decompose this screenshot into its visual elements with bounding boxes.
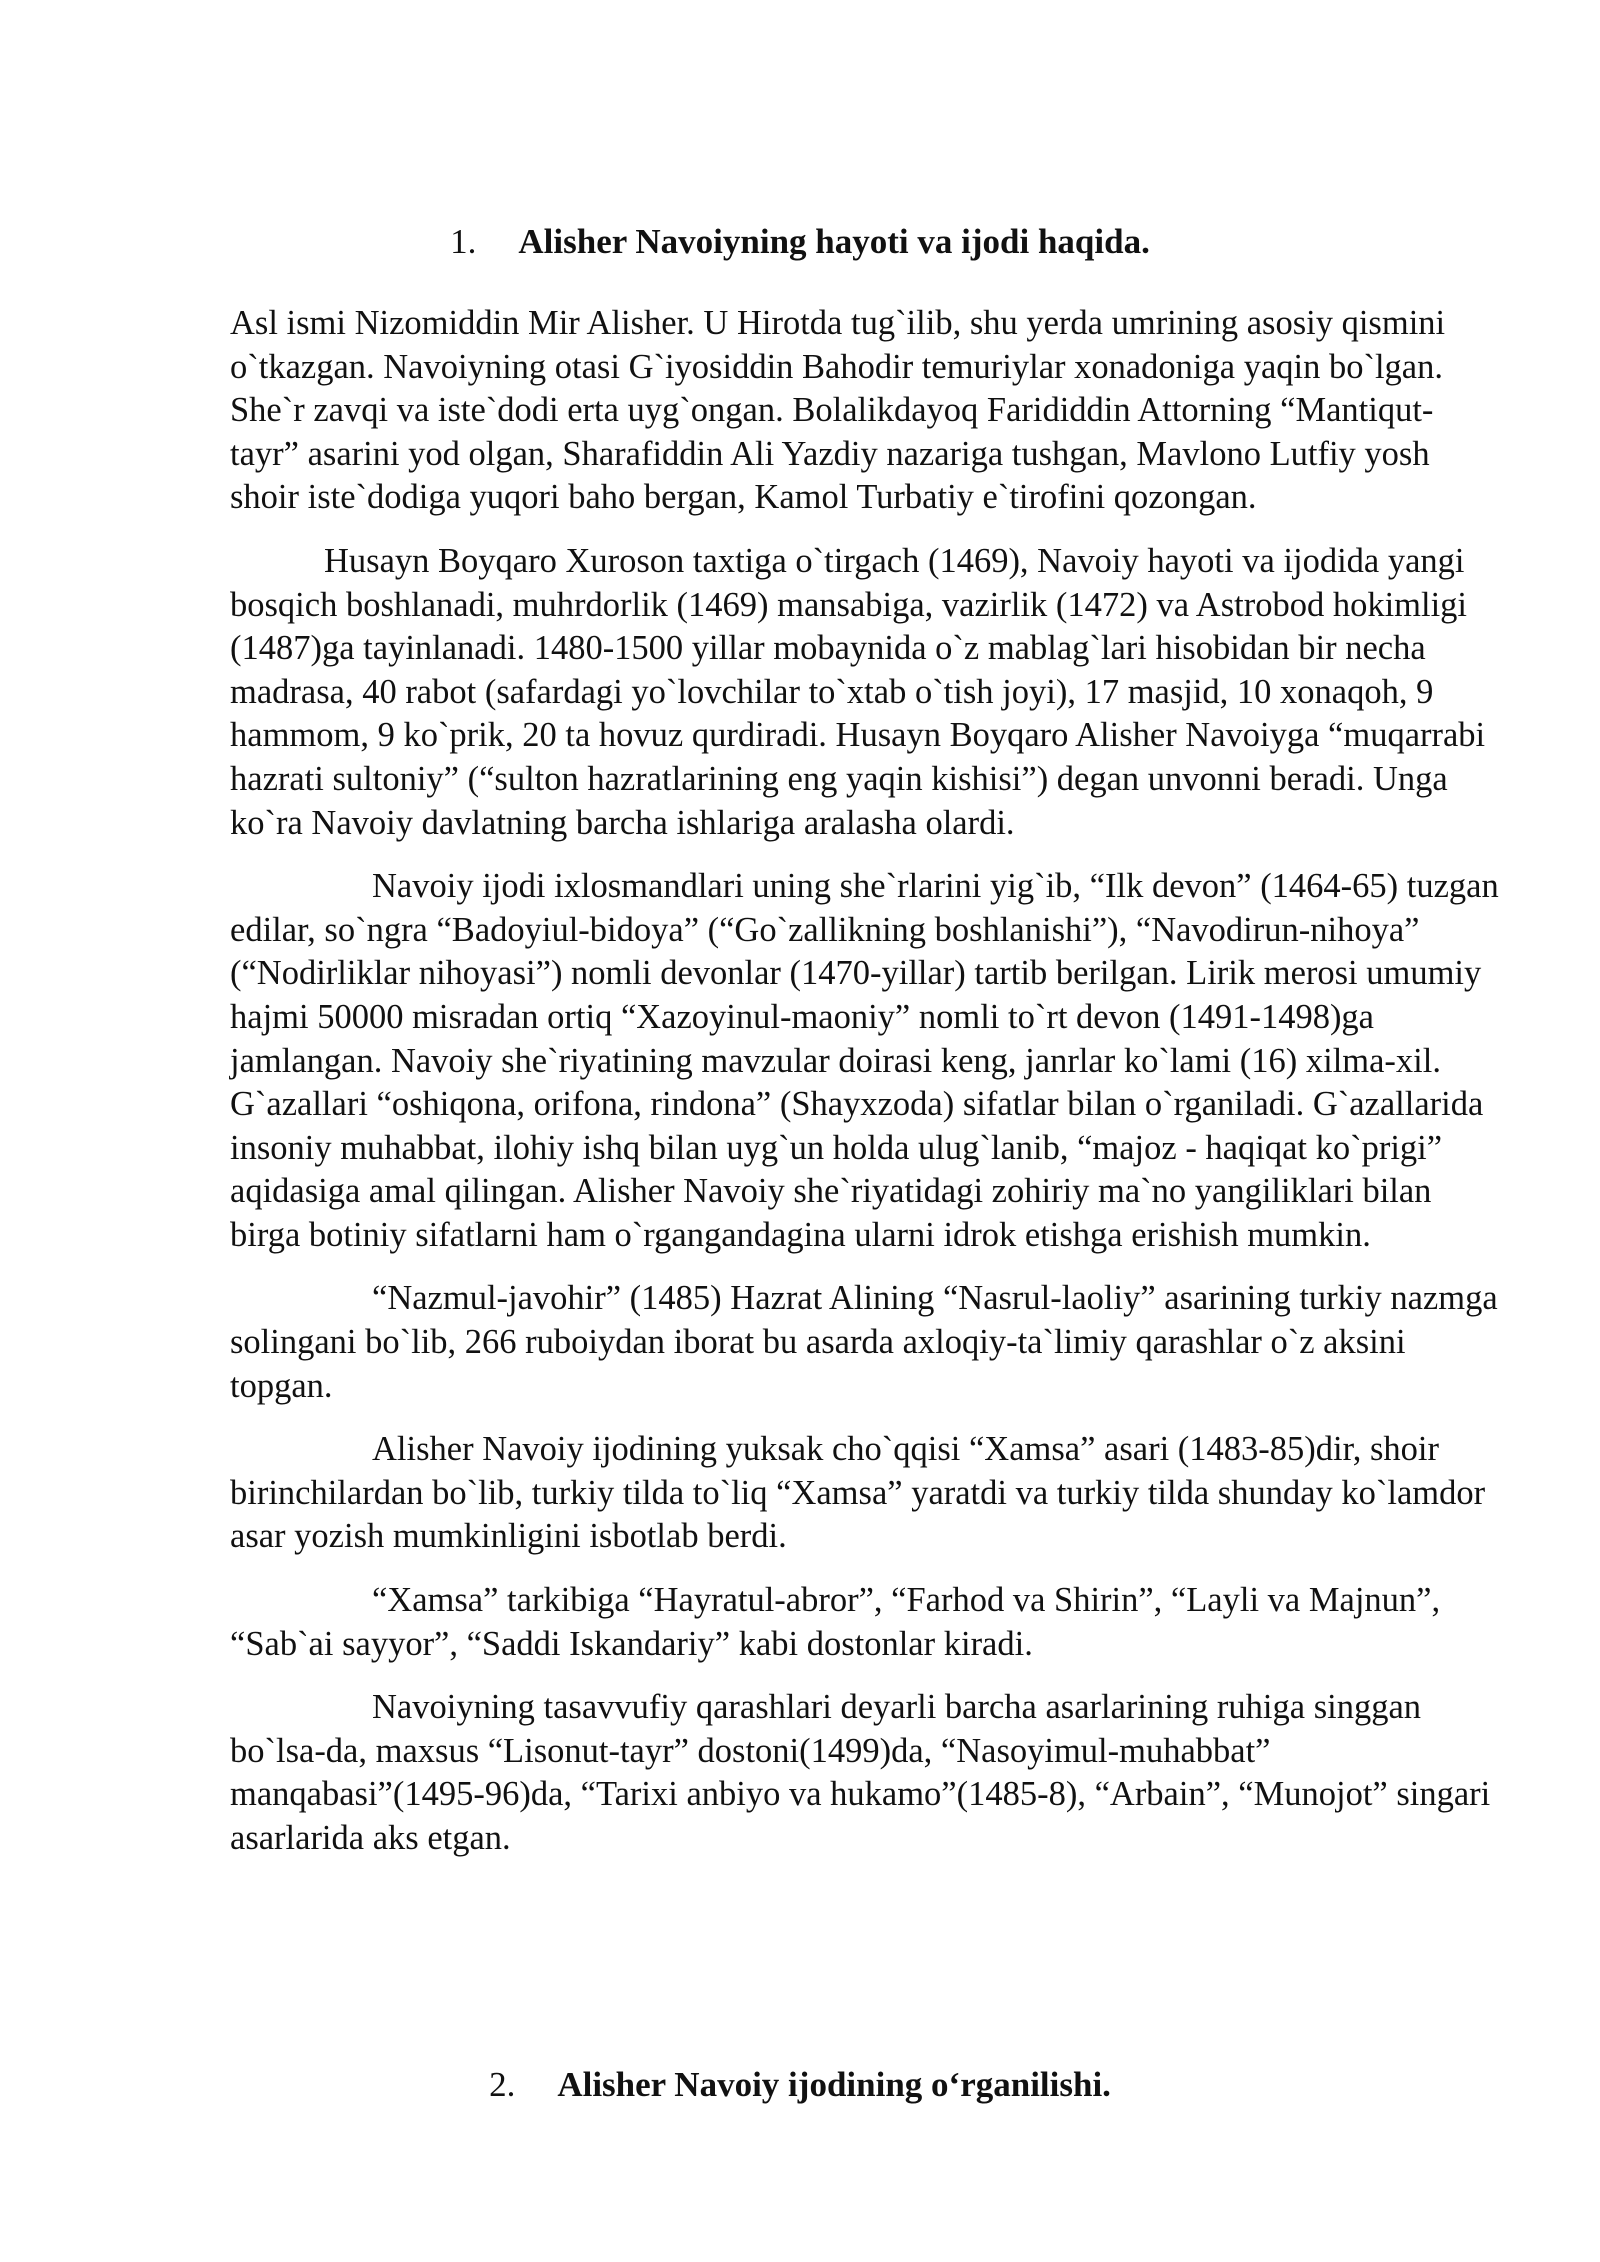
paragraph: Asl ismi Nizomiddin Mir Alisher. U Hirotda tug`ilib, shu yerda umrining asosiy qismini o`tkazgan. Navoiyning otasi G`iyosiddin Bahodir temuriylar xonadoniga yaqin bo`lgan. She`r zavqi va iste`dodi erta uyg`ongan. Bolalikdayoq Farididdin Attorning “Mantiqut-tayr” asarini yod olgan, Sharafiddin Ali Yazdiy nazariga tushgan, Mavlono Lutfiy yosh shoir iste`dodiga yuqori baho bergan, Kamol Turbatiy e`tirofini qozongan. (230, 304, 1446, 517)
section-heading-2 (0, 2063, 1600, 2106)
section-number: 1. (450, 222, 477, 261)
section-heading-1 (0, 220, 1600, 263)
paragraph: Husayn Boyqaro Xuroson taxtiga o`tirgach (1469), Navoiy hayoti va ijodida yangi bosqich boshlanadi, muhrdorlik (1469) mansabiga, vazirlik (1472) va Astrobod hokimligi (1487)ga tayinlanadi. 1480-1500 yillar mobaynida o`z mablag`lari hisobidan bir necha madrasa, 40 rabot (safardagi yo`lovchilar to`xtab o`tish joyi), 17 masjid, 10 xonaqoh, 9 hammom, 9 ko`prik, 20 ta hovuz qurdiradi. Husayn Boyqaro Alisher Navoiyga “muqarrabi hazrati sultoniy” (“sulton hazratlarining eng yaqin kishisi”) degan unvonni beradi. Unga ko`ra Navoiy davlatning barcha ishlariga aralasha olardi. (230, 541, 1486, 842)
paragraph: Navoiy ijodi ixlosmandlari uning she`rlarini yig`ib, “Ilk devon” (1464-65) tuzgan edilar, so`ngra “Badoyiul-bidoya” (“Go`zallikning boshlanishi”), “Navodirun-nihoya” (“Nodirliklar nihoyasi”) nomli devonlar (1470-yillar) tartib berilgan. Lirik merosi umumiy hajmi 50000 misradan ortiq “Xazoyinul-maoniy” nomli to`rt devon (1491-1498)ga jamlangan. Navoiy she`riyatining mavzular doirasi keng, janrlar ko`lami (16) xilma-xil. G`azallari “oshiqona, orifona, rindona” (Shayxzoda) sifatlar bilan o`rganiladi. G`azallarida insoniy muhabbat, ilohiy ishq bilan uyg`un holda ulug`lanib, “majoz - haqiqat ko`prigi” aqidasiga amal qilingan. Alisher Navoiy she`riyatidagi zohiriy ma`no yangiliklari bilan birga botiniy sifatlarni ham o`rgangandagina ularni idrok etishga erishish mumkin. (230, 867, 1499, 1254)
section-title: Alisher Navoiyning hayoti va ijodi haqida. (518, 222, 1150, 261)
paragraph: Alisher Navoiy ijodining yuksak cho`qqisi “Xamsa” asari (1483-85)dir, shoir birinchilardan bo`lib, turkiy tilda to`liq “Xamsa” yaratdi va turkiy tilda shunday ko`lamdor asar yozish mumkinligini isbotlab berdi. (230, 1430, 1486, 1556)
section-title: Alisher Navoiy ijodining o‘rganilishi. (557, 2065, 1111, 2104)
paragraph: “Nazmul-javohir” (1485) Hazrat Alining “Nasrul-laoliy” asarining turkiy nazmga solingani bo`lib, 266 ruboiydan iborat bu asarda axloqiy-ta`limiy qarashlar o`z aksini topgan. (230, 1279, 1498, 1405)
paragraph: Navoiyning tasavvufiy qarashlari deyarli barcha asarlarining ruhiga singgan bo`lsa-da, maxsus “Lisonut-tayr” dostoni(1499)da, “Nasoyimul-muhabbat” manqabasi”(1495-96)da, “Tarixi anbiyo va hukamo”(1485-8), “Arbain”, “Munojot” singari asarlarida aks etgan. (230, 1688, 1491, 1857)
paragraph: “Xamsa” tarkibiga “Hayratul-abror”, “Farhod va Shirin”, “Layli va Majnun”, “Sab`ai sayyor”, “Saddi Iskandariy” kabi dostonlar kiradi. (230, 1581, 1441, 1663)
body-text (230, 302, 1502, 1881)
section-number: 2. (489, 2065, 516, 2104)
